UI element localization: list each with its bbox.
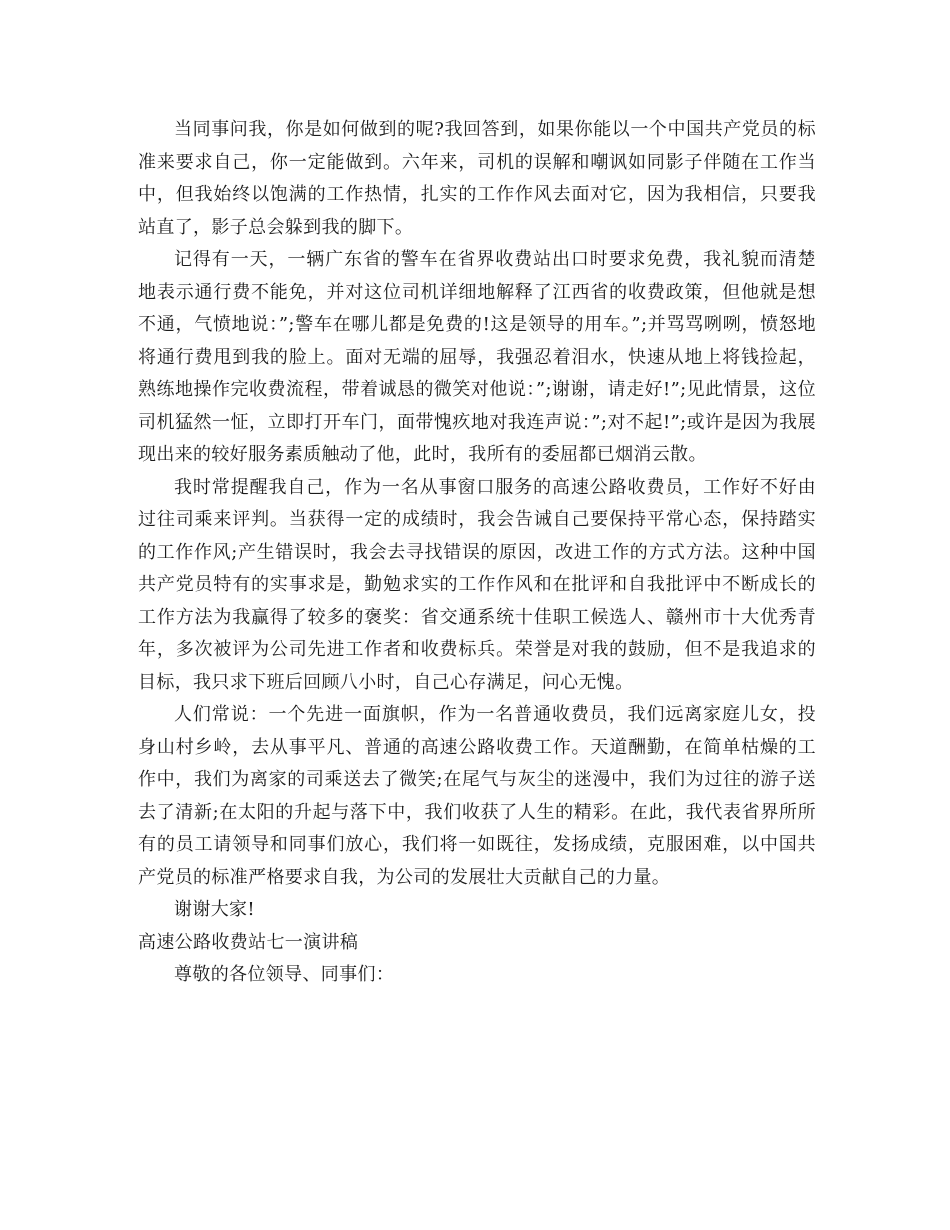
paragraph-1: 当同事问我，你是如何做到的呢?我回答到，如果你能以一个中国共产党员的标准来要求自己，你一定能做到。六年来，司机的误解和嘲讽如同影子伴随在工作当中，但我始终以饱满的工作热情，扎实的工作作风去面对它，因为我相信，只要我站直了，影子总会躲到我的脚下。 <box>138 119 816 238</box>
paragraph-4: 人们常说：一个先进一面旗帜，作为一名普通收费员，我们远离家庭儿女，投身山村乡岭，去从事平凡、普通的高速公路收费工作。天道酬勤，在简单枯燥的工作中，我们为离家的司乘送去了微笑;在尾气与灰尘的迷漫中，我们为过往的游子送去了清新;在太阳的升起与落下中，我们收获了人生的精彩。在此，我代表省界所所有的员工请领导和同事们放心，我们将一如既往，发扬成绩，克服困难，以中国共产党员的标准严格要求自我，为公司的发展壮大贡献自己的力量。 <box>138 704 816 888</box>
paragraph-3: 我时常提醒我自己，作为一名从事窗口服务的高速公路收费员，工作好不好由过往司乘来评判。当获得一定的成绩时，我会告诫自己要保持平常心态，保持踏实的工作作风;产生错误时，我会去寻找错误的原因，改进工作的方式方法。这种中国共产党员特有的实事求是，勤勉求实的工作作风和在批评和自我批评中不断成长的工作方法为我赢得了较多的褒奖：省交通系统十佳职工候选人、赣州市十大优秀青年，多次被评为公司先进工作者和收费标兵。荣誉是对我的鼓励，但不是我追求的目标，我只求下班后回顾八小时，自己心存满足，问心无愧。 <box>138 476 816 693</box>
document-body <box>138 114 816 992</box>
closing-thanks: 谢谢大家! <box>174 899 255 920</box>
salutation: 尊敬的各位领导、同事们： <box>174 964 395 985</box>
paragraph-2: 记得有一天，一辆广东省的警车在省界收费站出口时要求免费，我礼貌而清楚地表示通行费不能免，并对这位司机详细地解释了江西省的收费政策，但他就是想不通，气愤地说：”;警车在哪儿都是免费的!这是领导的用车。”;并骂骂咧咧，愤怒地将通行费甩到我的脸上。面对无端的屈辱，我强忍着泪水，快速从地上将钱捡起，熟练地操作完收费流程，带着诚恳的微笑对他说：”;谢谢，请走好!”;见此情景，这位司机猛然一怔，立即打开车门，面带愧疚地对我连声说：”;对不起!”;或许是因为我展现出来的较好服务素质触动了他，此时，我所有的委屈都已烟消云散。 <box>138 249 816 465</box>
section-heading: 高速公路收费站七一演讲稿 <box>138 931 359 953</box>
